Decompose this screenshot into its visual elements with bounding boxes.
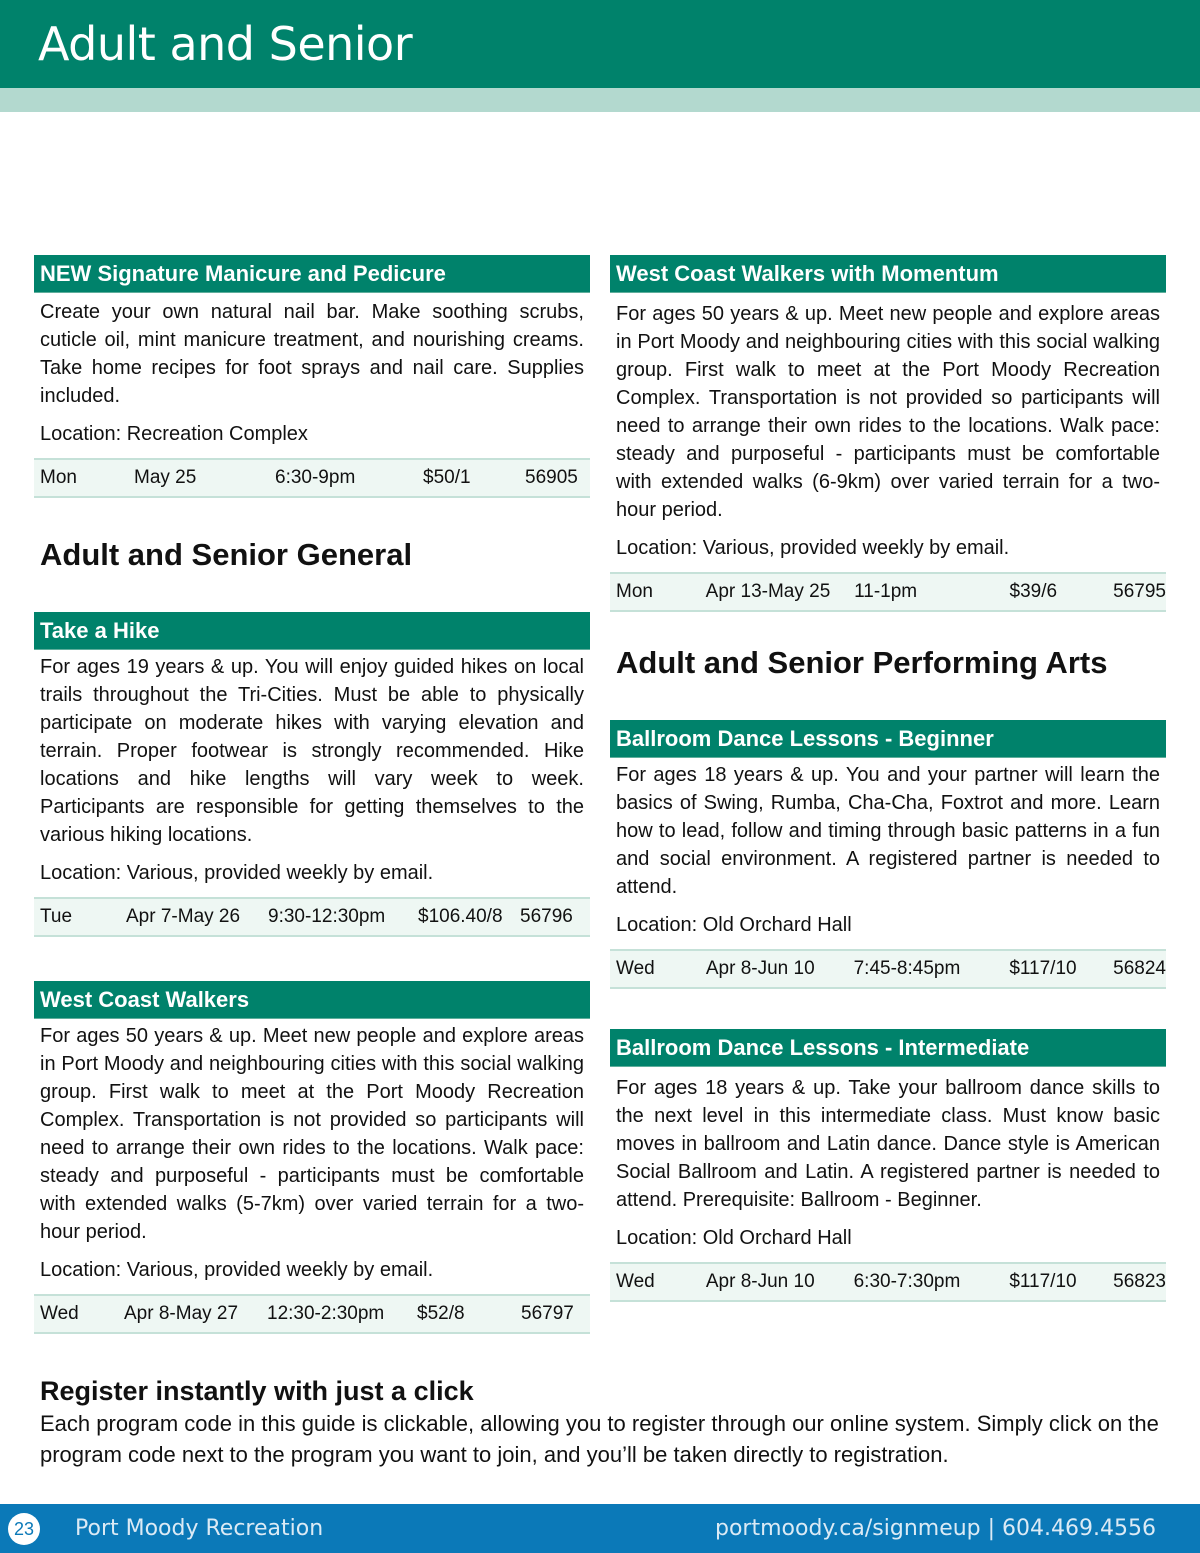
schedule-time: 12:30-2:30pm: [267, 1303, 385, 1324]
program-title: West Coast Walkers with Momentum: [610, 255, 1166, 292]
program-code-link[interactable]: 56797: [521, 1303, 574, 1324]
schedule-time: 11-1pm: [854, 581, 918, 602]
program-description: For ages 18 years & up. You and your partner will learn the basics of Swing, Rumba, Cha-Cha, Foxtrot and more. Learn how to lead, follow and timing through basic patterns in a fun and social environment. A registered partner is needed to attend.: [616, 764, 1160, 898]
schedule-fee: $52/8: [417, 1303, 465, 1324]
program-location: Location: Recreation Complex: [40, 423, 308, 445]
program-hike: [34, 612, 590, 937]
schedule-fee: $117/10: [1009, 958, 1077, 979]
schedule-time: 7:45-8:45pm: [853, 958, 961, 979]
program-title: Ballroom Dance Lessons - Intermediate: [610, 1029, 1166, 1066]
section-heading-performing-arts: Adult and Senior Performing Arts: [616, 645, 1108, 680]
schedule-row: [610, 1262, 1166, 1302]
program-description: For ages 19 years & up. You will enjoy guided hikes on local trails throughout the Tri-Cities. Must be able to physically participate on moderate hikes with varying elevation and terrain. Proper footwear is strongly recommended. Hike locations and hike lengths will vary week to week. Participants are responsible for getting themselves to the various hiking locations.: [40, 656, 584, 846]
program-title: Ballroom Dance Lessons - Beginner: [610, 720, 1166, 757]
program-code-link[interactable]: 56823: [1113, 1271, 1166, 1292]
program-description: Create your own natural nail bar. Make soothing scrubs, cuticle oil, mint manicure treatment, and nourishing creams. Take home recipes for foot sprays and nail care. Supplies included.: [40, 301, 584, 407]
register-title: Register instantly with just a click: [40, 1376, 474, 1406]
program-location: Location: Various, provided weekly by email.: [40, 1259, 434, 1281]
schedule-fee: $50/1: [423, 467, 471, 488]
page-header: [0, 0, 1200, 88]
schedule-day: Wed: [40, 1303, 79, 1324]
footer-organization: Port Moody Recreation: [75, 1516, 324, 1541]
schedule-time: 6:30-7:30pm: [853, 1271, 961, 1292]
schedule-dates: Apr 8-Jun 10: [705, 958, 815, 979]
schedule-dates: Apr 13-May 25: [705, 581, 831, 602]
program-title: West Coast Walkers: [34, 981, 590, 1018]
program-description: For ages 50 years & up. Meet new people and explore areas in Port Moody and neighbouring cities with this social walking group. First walk to meet at the Port Moody Recreation Complex. Transportation is not provided so participants will need to arrange their own rides to the locations. Walk pace: steady and purposeful - participants must be comfortable with extended walks (5-7km) over varied terrain for a two-hour period.: [40, 1025, 584, 1243]
schedule-dates: Apr 8-May 27: [124, 1303, 239, 1324]
schedule-dates: Apr 8-Jun 10: [705, 1271, 815, 1292]
schedule-dates: Apr 7-May 26: [126, 906, 241, 927]
register-text: Each program code in this guide is clickable, allowing you to register through our online system. Simply click on the program code next to the program you want to join, and you’ll be taken directly to registration.: [40, 1411, 1159, 1467]
page-footer: [0, 1504, 1200, 1553]
section-heading-general: Adult and Senior General: [40, 537, 413, 572]
schedule-day: Wed: [616, 1271, 655, 1292]
schedule-day: Mon: [40, 467, 77, 488]
schedule-row: [610, 949, 1166, 989]
program-location: Location: Old Orchard Hall: [616, 1227, 852, 1249]
program-location: Location: Old Orchard Hall: [616, 914, 852, 936]
header-band: [0, 88, 1200, 112]
schedule-row: [34, 458, 590, 498]
program-title: NEW Signature Manicure and Pedicure: [34, 255, 590, 292]
schedule-dates: May 25: [134, 467, 197, 488]
program-ballroom-beginner: [610, 720, 1166, 989]
schedule-fee: $117/10: [1009, 1271, 1077, 1292]
schedule-row: [34, 1294, 590, 1334]
page-title: Adult and Senior: [38, 17, 413, 71]
program-location: Location: Various, provided weekly by email.: [616, 537, 1010, 559]
schedule-fee: $39/6: [1009, 581, 1058, 602]
program-manicure: [34, 255, 590, 498]
program-west-coast-walkers: [34, 981, 590, 1334]
left-column: [34, 255, 590, 1334]
program-walkers-momentum: [610, 255, 1166, 612]
right-column: [610, 255, 1166, 1302]
program-location: Location: Various, provided weekly by email.: [40, 862, 434, 884]
schedule-time: 9:30-12:30pm: [268, 906, 386, 927]
register-note: [40, 1374, 1160, 1470]
program-code-link[interactable]: 56824: [1113, 958, 1166, 979]
schedule-day: Wed: [616, 958, 655, 979]
program-code-link[interactable]: 56796: [520, 906, 573, 927]
program-description: For ages 18 years & up. Take your ballroom dance skills to the next level in this intermediate class. Must know basic moves in ballroom and Latin dance. Dance style is American Social Ballroom and Latin. A registered partner is needed to attend. Prerequisite: Ballroom - Beginner.: [616, 1077, 1160, 1211]
schedule-fee: $106.40/8: [418, 906, 503, 927]
program-code-link[interactable]: 56905: [525, 467, 578, 488]
schedule-row: [610, 572, 1166, 612]
program-title: Take a Hike: [34, 612, 590, 649]
page-number: 23: [8, 1513, 40, 1545]
schedule-day: Mon: [616, 581, 653, 602]
program-code-link[interactable]: 56795: [1113, 581, 1166, 602]
program-description: For ages 50 years & up. Meet new people and explore areas in Port Moody and neighbouring cities with this social walking group. First walk to meet at the Port Moody Recreation Complex. Transportation is not provided so participants will need to arrange their own rides to the locations. Walk pace: steady and purposeful - participants must be comfortable with extended walks (6-9km) over varied terrain for a two-hour period.: [616, 303, 1160, 521]
footer-contact-link[interactable]: portmoody.ca/signmeup | 604.469.4556: [715, 1516, 1156, 1541]
schedule-day: Tue: [40, 906, 73, 927]
schedule-row: [34, 897, 590, 937]
program-ballroom-intermediate: [610, 1029, 1166, 1302]
schedule-time: 6:30-9pm: [275, 467, 356, 488]
